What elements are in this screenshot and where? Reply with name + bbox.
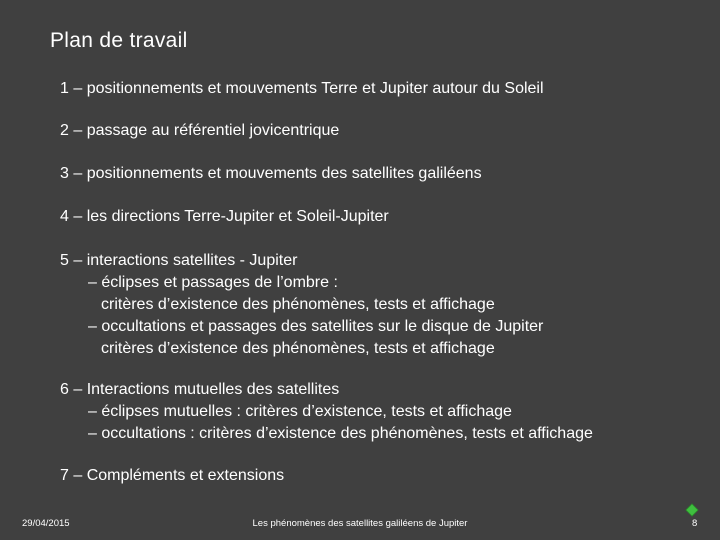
diamond-icon[interactable] bbox=[685, 503, 699, 517]
plan-item-2 bbox=[60, 120, 339, 142]
plan-item-7 bbox=[60, 465, 284, 487]
plan-item-line: 2 – passage au référentiel jovicentrique bbox=[60, 122, 340, 139]
plan-subitem-line: – occultations et passages des satellites sur le disque de Jupiter bbox=[88, 318, 544, 335]
plan-item-line: 7 – Compléments et extensions bbox=[60, 467, 285, 484]
plan-item-3 bbox=[60, 163, 482, 185]
plan-subitem-line: – occultations : critères d’existence des phénomènes, tests et affichage bbox=[88, 425, 593, 442]
plan-subitem-detail: critères d’existence des phénomènes, tests et affichage bbox=[101, 296, 495, 313]
slide-title: Plan de travail bbox=[50, 29, 188, 52]
plan-item-line: 1 – positionnements et mouvements Terre et Jupiter autour du Soleil bbox=[60, 80, 544, 97]
plan-item-4 bbox=[60, 206, 389, 228]
plan-subitem-line: – éclipses mutuelles : critères d’existence, tests et affichage bbox=[88, 403, 512, 420]
plan-item-line: 5 – interactions satellites - Jupiter bbox=[60, 252, 298, 269]
plan-subitem-line: – éclipses et passages de l’ombre : bbox=[88, 274, 338, 291]
slide-number: 8 bbox=[692, 518, 698, 529]
plan-item-6 bbox=[60, 379, 593, 445]
plan-item-line: 3 – positionnements et mouvements des satellites galiléens bbox=[60, 165, 482, 182]
footer-date: 29/04/2015 bbox=[22, 518, 70, 529]
plan-subitem-detail: critères d’existence des phénomènes, tests et affichage bbox=[101, 340, 495, 357]
footer-title: Les phénomènes des satellites galiléens de Jupiter bbox=[252, 518, 468, 529]
plan-item-5 bbox=[60, 250, 543, 360]
plan-item-line: 4 – les directions Terre-Jupiter et Soleil-Jupiter bbox=[60, 208, 389, 225]
plan-item-1 bbox=[60, 78, 544, 100]
plan-item-line: 6 – Interactions mutuelles des satellites bbox=[60, 381, 340, 398]
